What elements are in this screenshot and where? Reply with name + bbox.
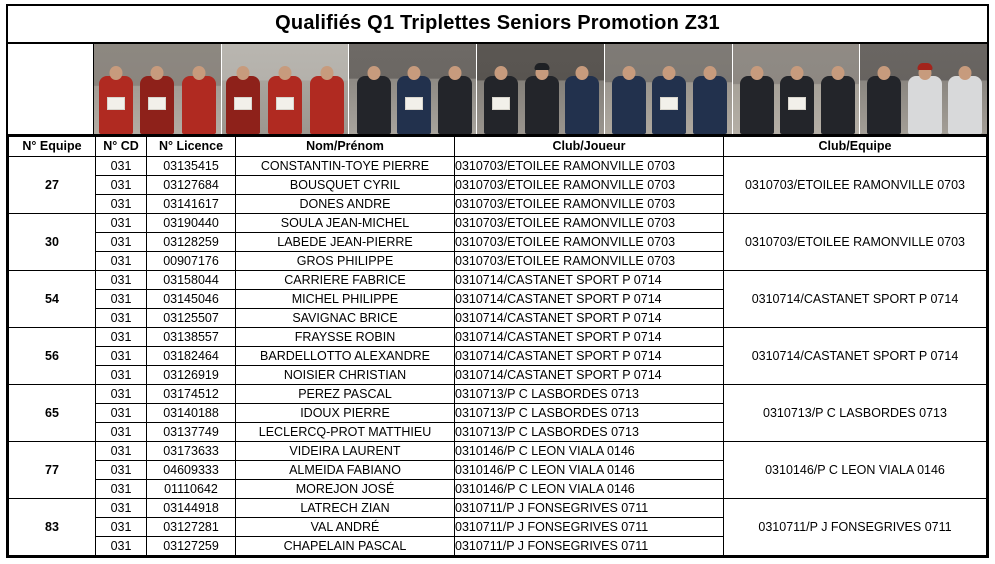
cell-nom: SOULA JEAN-MICHEL: [236, 214, 455, 233]
table-body: [9, 157, 987, 556]
cell-licence: 03174512: [147, 385, 236, 404]
cell-licence: 03145046: [147, 290, 236, 309]
cell-cd: 031: [96, 442, 147, 461]
table-row: [9, 157, 987, 176]
cell-nom: DONES ANDRE: [236, 195, 455, 214]
cell-cd: 031: [96, 518, 147, 537]
cell-cd: 031: [96, 366, 147, 385]
cell-licence: 03182464: [147, 347, 236, 366]
cell-nom: BARDELLOTTO ALEXANDRE: [236, 347, 455, 366]
cell-cd: 031: [96, 252, 147, 271]
cell-club-joueur: 0310703/ETOILEE RAMONVILLE 0703: [455, 214, 724, 233]
cell-nom: BOUSQUET CYRIL: [236, 176, 455, 195]
cell-equipe: 30: [9, 214, 96, 271]
cell-cd: 031: [96, 309, 147, 328]
photo-strip-spacer: [8, 44, 94, 134]
cell-nom: CONSTANTIN-TOYE PIERRE: [236, 157, 455, 176]
cell-club-joueur: 0310146/P C LEON VIALA 0146: [455, 442, 724, 461]
cell-nom: CHAPELAIN PASCAL: [236, 537, 455, 556]
cell-equipe: 77: [9, 442, 96, 499]
cell-nom: IDOUX PIERRE: [236, 404, 455, 423]
cell-nom: LABEDE JEAN-PIERRE: [236, 233, 455, 252]
cell-club-joueur: 0310703/ETOILEE RAMONVILLE 0703: [455, 233, 724, 252]
cell-club-joueur: 0310713/P C LASBORDES 0713: [455, 404, 724, 423]
cell-nom: NOISIER CHRISTIAN: [236, 366, 455, 385]
team-photo-4: [477, 44, 605, 134]
cell-cd: 031: [96, 404, 147, 423]
column-header-cd: N° CD: [96, 137, 147, 157]
cell-nom: LECLERCQ-PROT MATTHIEU: [236, 423, 455, 442]
team-photo-3: [349, 44, 477, 134]
cell-cd: 031: [96, 423, 147, 442]
cell-licence: 03141617: [147, 195, 236, 214]
photo-strip: [8, 44, 987, 136]
cell-equipe: 56: [9, 328, 96, 385]
cell-nom: MOREJON JOSÉ: [236, 480, 455, 499]
cell-cd: 031: [96, 499, 147, 518]
cell-club-equipe: 0310714/CASTANET SPORT P 0714: [724, 328, 987, 385]
cell-cd: 031: [96, 176, 147, 195]
cell-nom: MICHEL PHILIPPE: [236, 290, 455, 309]
cell-club-joueur: 0310711/P J FONSEGRIVES 0711: [455, 499, 724, 518]
cell-licence: 03190440: [147, 214, 236, 233]
cell-club-equipe: 0310703/ETOILEE RAMONVILLE 0703: [724, 214, 987, 271]
cell-club-equipe: 0310146/P C LEON VIALA 0146: [724, 442, 987, 499]
team-photo-2: [222, 44, 350, 134]
cell-cd: 031: [96, 271, 147, 290]
cell-cd: 031: [96, 195, 147, 214]
column-header-equipe: N° Equipe: [9, 137, 96, 157]
cell-equipe: 83: [9, 499, 96, 556]
cell-club-joueur: 0310713/P C LASBORDES 0713: [455, 385, 724, 404]
cell-equipe: 54: [9, 271, 96, 328]
table-header: [9, 137, 987, 157]
cell-club-joueur: 0310713/P C LASBORDES 0713: [455, 423, 724, 442]
table-row: [9, 214, 987, 233]
cell-nom: FRAYSSE ROBIN: [236, 328, 455, 347]
cell-licence: 03135415: [147, 157, 236, 176]
cell-club-joueur: 0310714/CASTANET SPORT P 0714: [455, 271, 724, 290]
cell-licence: 00907176: [147, 252, 236, 271]
cell-cd: 031: [96, 214, 147, 233]
table-row: [9, 271, 987, 290]
cell-nom: CARRIERE FABRICE: [236, 271, 455, 290]
cell-licence: 03127684: [147, 176, 236, 195]
cell-licence: 04609333: [147, 461, 236, 480]
table-row: [9, 499, 987, 518]
cell-licence: 03125507: [147, 309, 236, 328]
document-title-bar: [8, 6, 987, 44]
page-title: Qualifiés Q1 Triplettes Seniors Promotion Z31: [275, 12, 720, 34]
cell-club-equipe: 0310714/CASTANET SPORT P 0714: [724, 271, 987, 328]
cell-club-joueur: 0310146/P C LEON VIALA 0146: [455, 480, 724, 499]
cell-cd: 031: [96, 347, 147, 366]
cell-licence: 03140188: [147, 404, 236, 423]
cell-club-joueur: 0310714/CASTANET SPORT P 0714: [455, 290, 724, 309]
qualified-teams-table: [8, 136, 987, 556]
cell-equipe: 65: [9, 385, 96, 442]
qualification-document: [6, 4, 989, 558]
cell-licence: 03137749: [147, 423, 236, 442]
column-header-nom: Nom/Prénom: [236, 137, 455, 157]
cell-nom: GROS PHILIPPE: [236, 252, 455, 271]
photo-list: [94, 44, 987, 134]
cell-club-equipe: 0310703/ETOILEE RAMONVILLE 0703: [724, 157, 987, 214]
cell-cd: 031: [96, 290, 147, 309]
cell-licence: 03138557: [147, 328, 236, 347]
cell-licence: 03126919: [147, 366, 236, 385]
team-photo-5: [605, 44, 733, 134]
cell-club-joueur: 0310146/P C LEON VIALA 0146: [455, 461, 724, 480]
column-header-licence: N° Licence: [147, 137, 236, 157]
cell-club-joueur: 0310703/ETOILEE RAMONVILLE 0703: [455, 195, 724, 214]
cell-cd: 031: [96, 328, 147, 347]
cell-nom: VAL ANDRÉ: [236, 518, 455, 537]
cell-cd: 031: [96, 480, 147, 499]
cell-club-joueur: 0310714/CASTANET SPORT P 0714: [455, 366, 724, 385]
cell-licence: 03158044: [147, 271, 236, 290]
cell-cd: 031: [96, 537, 147, 556]
cell-club-equipe: 0310713/P C LASBORDES 0713: [724, 385, 987, 442]
cell-licence: 03127259: [147, 537, 236, 556]
cell-club-joueur: 0310703/ETOILEE RAMONVILLE 0703: [455, 252, 724, 271]
cell-nom: PEREZ PASCAL: [236, 385, 455, 404]
cell-club-joueur: 0310703/ETOILEE RAMONVILLE 0703: [455, 157, 724, 176]
table-header-row: [9, 137, 987, 157]
cell-cd: 031: [96, 157, 147, 176]
cell-club-joueur: 0310714/CASTANET SPORT P 0714: [455, 347, 724, 366]
cell-nom: LATRECH ZIAN: [236, 499, 455, 518]
cell-equipe: 27: [9, 157, 96, 214]
column-header-club-equipe: Club/Equipe: [724, 137, 987, 157]
cell-licence: 03144918: [147, 499, 236, 518]
cell-nom: VIDEIRA LAURENT: [236, 442, 455, 461]
cell-nom: ALMEIDA FABIANO: [236, 461, 455, 480]
cell-club-joueur: 0310714/CASTANET SPORT P 0714: [455, 328, 724, 347]
cell-licence: 01110642: [147, 480, 236, 499]
cell-licence: 03127281: [147, 518, 236, 537]
cell-cd: 031: [96, 233, 147, 252]
table-row: [9, 442, 987, 461]
table-row: [9, 385, 987, 404]
cell-licence: 03128259: [147, 233, 236, 252]
cell-club-equipe: 0310711/P J FONSEGRIVES 0711: [724, 499, 987, 556]
cell-club-joueur: 0310711/P J FONSEGRIVES 0711: [455, 518, 724, 537]
team-photo-6: [733, 44, 861, 134]
table-row: [9, 328, 987, 347]
cell-club-joueur: 0310711/P J FONSEGRIVES 0711: [455, 537, 724, 556]
team-photo-1: [94, 44, 222, 134]
team-photo-7: [860, 44, 987, 134]
cell-nom: SAVIGNAC BRICE: [236, 309, 455, 328]
column-header-club-joueur: Club/Joueur: [455, 137, 724, 157]
cell-cd: 031: [96, 461, 147, 480]
cell-licence: 03173633: [147, 442, 236, 461]
cell-club-joueur: 0310714/CASTANET SPORT P 0714: [455, 309, 724, 328]
cell-club-joueur: 0310703/ETOILEE RAMONVILLE 0703: [455, 176, 724, 195]
cell-cd: 031: [96, 385, 147, 404]
